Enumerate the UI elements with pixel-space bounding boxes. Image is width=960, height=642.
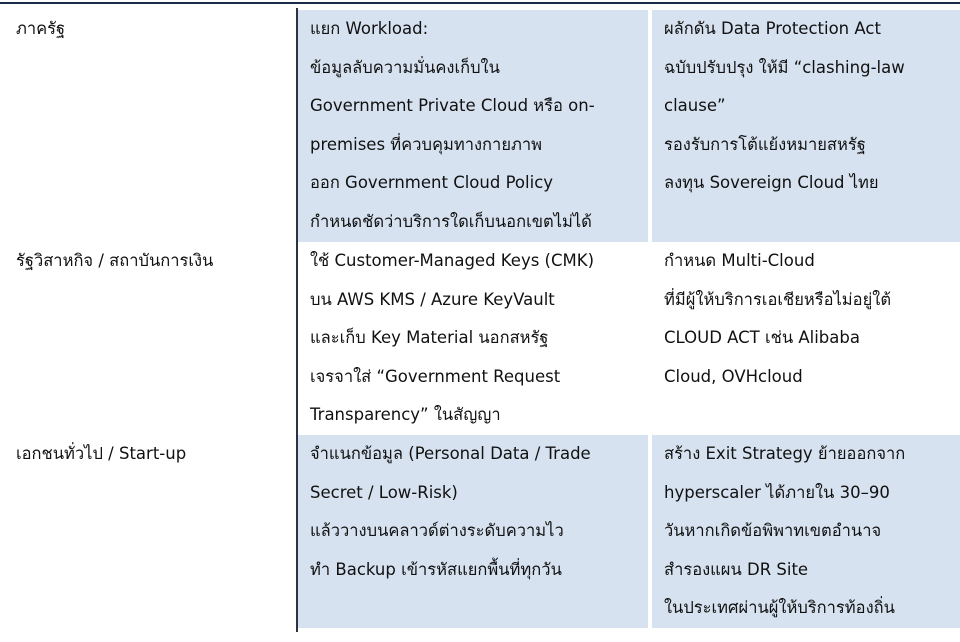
measure-line: Government Private Cloud หรือ on-	[310, 96, 595, 116]
sector-cell	[14, 435, 294, 628]
measure-line: Secret / Low-Risk)	[310, 482, 458, 502]
measures-cell	[298, 242, 648, 435]
recommendation-line: hyperscaler ได้ภายใน 30–90	[664, 482, 890, 502]
measure-line: จำแนกข้อมูล (Personal Data / Trade	[310, 444, 591, 463]
recommendation-line: Cloud, OVHcloud	[664, 366, 803, 386]
measure-line: ข้อมูลลับความมั่นคงเก็บใน	[310, 57, 500, 77]
sector-cell	[14, 242, 294, 435]
sector-label: รัฐวิสาหกิจ / สถาบันการเงิน	[16, 251, 214, 270]
measure-line: premises ที่ควบคุมทางกายภาพ	[310, 134, 542, 154]
top-rule	[0, 2, 960, 4]
measure-line: ออก Government Cloud Policy	[310, 173, 554, 193]
recommendation-line: ในประเทศผ่านผู้ให้บริการท้องถิ่น	[664, 598, 895, 618]
recommendations-cell	[652, 242, 960, 435]
measure-line: แล้ววางบนคลาวด์ต่างระดับความไว	[310, 521, 564, 541]
recommendation-line: ลงทุน Sovereign Cloud ไทย	[664, 173, 879, 193]
recommendation-line: สร้าง Exit Strategy ย้ายออกจาก	[664, 444, 906, 463]
measure-line: กำหนดชัดว่าบริการใดเก็บนอกเขตไม่ได้	[310, 211, 592, 231]
sector-label: เอกชนทั่วไป / Start-up	[16, 444, 187, 463]
recommendation-line: กำหนด Multi-Cloud	[664, 251, 815, 270]
measures-cell	[298, 10, 648, 242]
recommendations-cell	[652, 435, 960, 628]
sector-cell	[14, 10, 294, 242]
recommendation-line: ที่มีผู้ให้บริการเอเชียหรือไม่อยู่ใต้	[664, 289, 892, 309]
measure-line: แยก Workload:	[310, 19, 429, 38]
column-divider	[296, 8, 298, 632]
recommendation-line: ฉบับปรับปรุง ให้มี “clashing-law	[664, 57, 905, 77]
measure-line: ใช้ Customer-Managed Keys (CMK)	[310, 251, 595, 270]
recommendation-line: สำรองแผน DR Site	[664, 559, 809, 579]
measure-line: และเก็บ Key Material นอกสหรัฐ	[310, 328, 549, 348]
recommendation-line: clause”	[664, 96, 726, 116]
recommendation-line: ผลักดัน Data Protection Act	[664, 19, 881, 38]
table-row	[0, 10, 960, 242]
measure-line: ทำ Backup เข้ารหัสแยกพื้นที่ทุกวัน	[310, 559, 562, 579]
recommendation-line: วันหากเกิดข้อพิพาทเขตอำนาจ	[664, 521, 882, 541]
measure-line: Transparency” ในสัญญา	[310, 405, 501, 425]
recommendation-table	[0, 10, 960, 628]
measures-cell	[298, 435, 648, 628]
measure-line: เจรจาใส่ “Government Request	[310, 366, 561, 386]
recommendation-line: CLOUD ACT เช่น Alibaba	[664, 328, 860, 348]
table-row	[0, 242, 960, 435]
recommendations-cell	[652, 10, 960, 242]
measure-line: บน AWS KMS / Azure KeyVault	[310, 289, 555, 309]
recommendation-line: รองรับการโต้แย้งหมายสหรัฐ	[664, 134, 866, 154]
table-row	[0, 435, 960, 628]
sector-label: ภาครัฐ	[16, 19, 66, 38]
